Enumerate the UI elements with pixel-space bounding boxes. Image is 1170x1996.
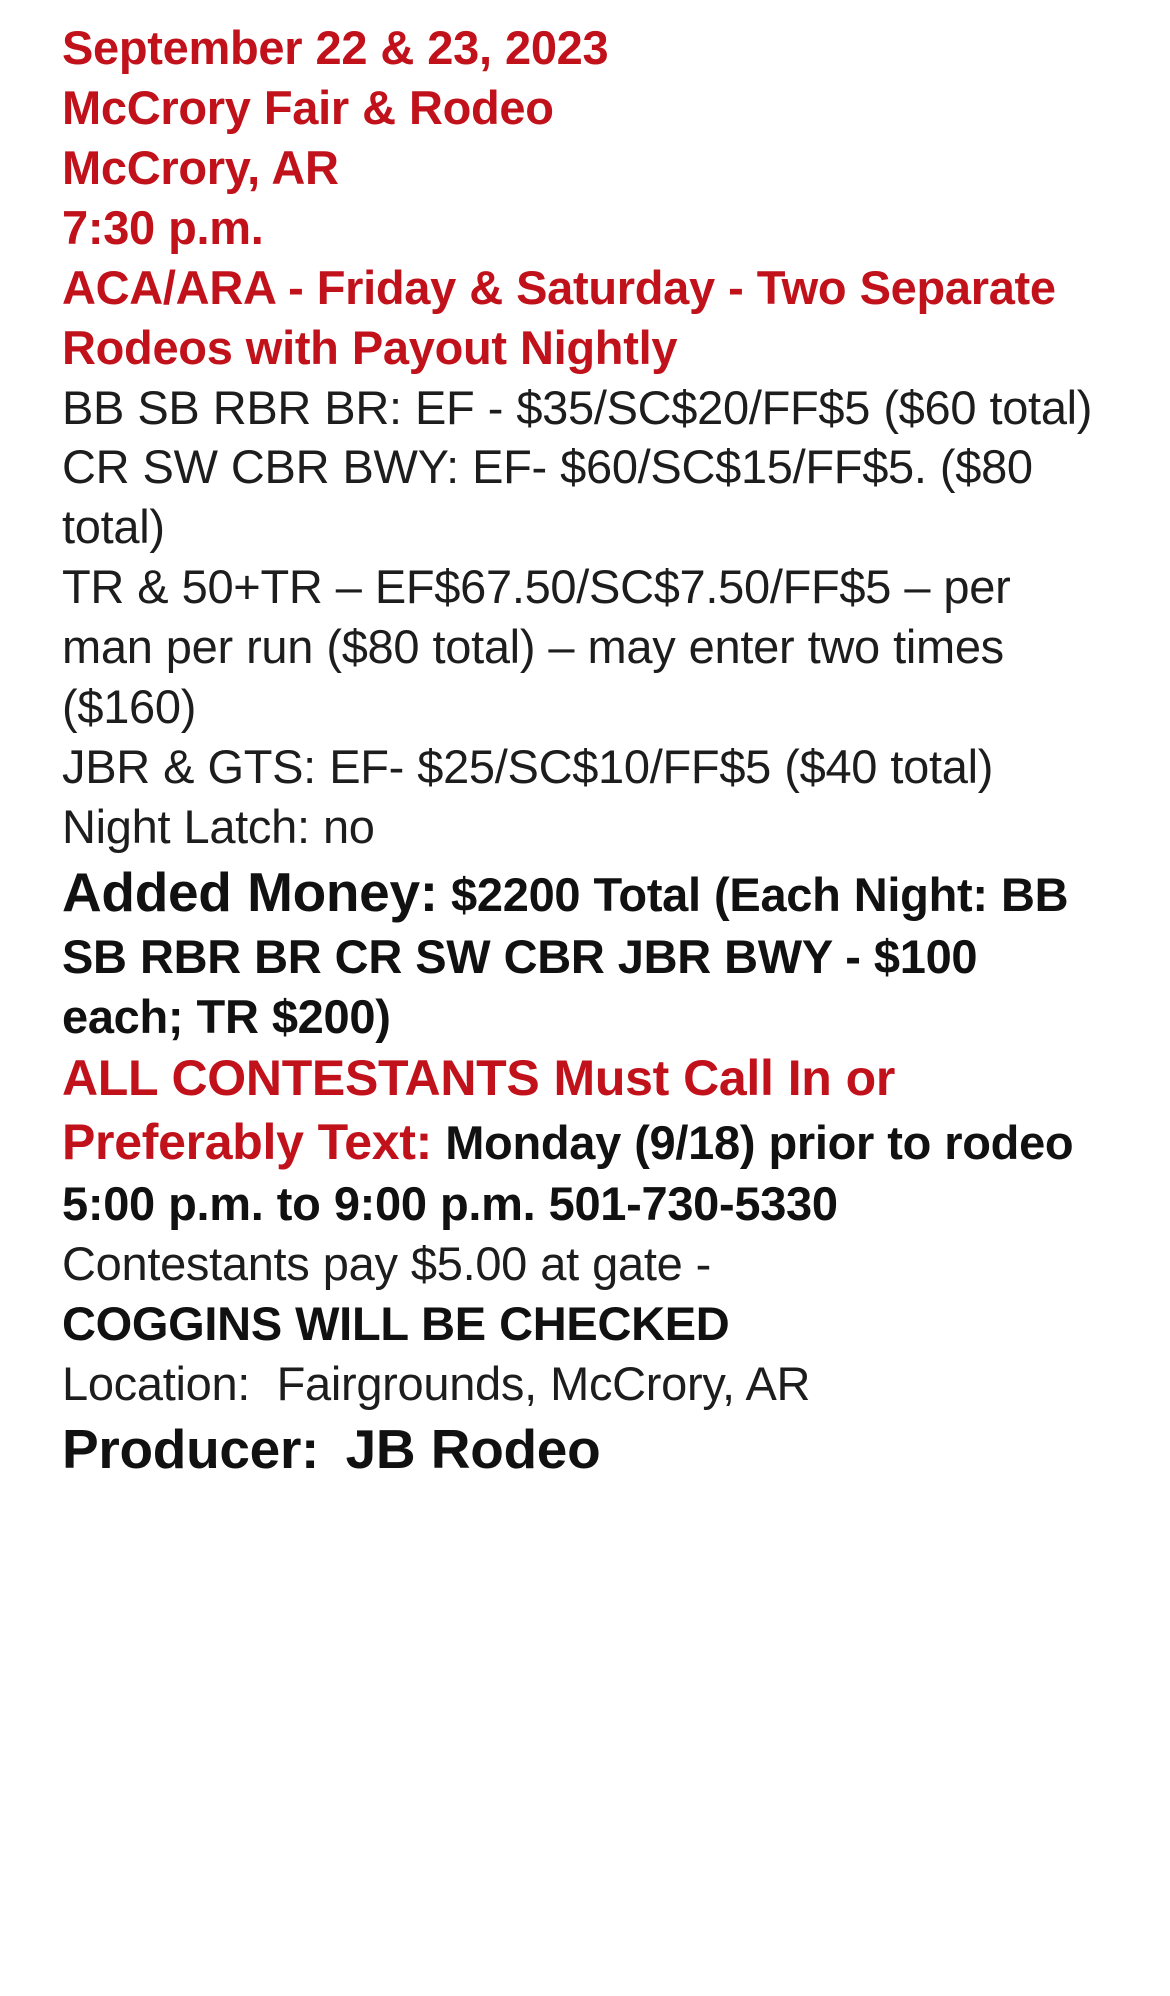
- coggins-notice: COGGINS WILL BE CHECKED: [62, 1297, 730, 1351]
- night-latch-line: Night Latch: no: [62, 799, 375, 853]
- fee-line-cr-sw-cbr-bwy: CR SW CBR BWY: EF- $60/SC$15/FF$5. ($80 total): [62, 440, 1033, 554]
- producer-value: JB Rodeo: [345, 1418, 601, 1481]
- added-money-value: $2200 Total (Each Night: BB SB RBR BR CR SW CBR JBR BWY - $100 each; TR $200): [62, 867, 1069, 1043]
- fee-line-tr: TR & 50+TR – EF$67.50/SC$7.50/FF$5 – per man per run ($80 total) – may enter two times ($160): [62, 560, 1011, 734]
- added-money-label: Added Money:: [62, 860, 438, 923]
- call-in-section: [62, 1047, 1110, 1234]
- sanction-line: ACA/ARA - Friday & Saturday - Two Separate Rodeos with Payout Nightly: [62, 260, 1056, 374]
- call-in-headline: ALL CONTESTANTS Must Call In or Preferably Text:: [62, 1049, 896, 1170]
- event-city: McCrory, AR: [62, 140, 339, 194]
- producer-label: Producer:: [62, 1418, 320, 1481]
- call-in-details: Monday (9/18) prior to rodeo 5:00 p.m. to 9:00 p.m. 501-730-5330: [62, 1115, 1074, 1231]
- fee-line-jbr-gts: JBR & GTS: EF- $25/SC$10/FF$5 ($40 total): [62, 740, 994, 794]
- venue-section: [62, 1354, 1110, 1414]
- producer-section: [62, 1414, 1110, 1484]
- gate-fee-line: Contestants pay $5.00 at gate -: [62, 1237, 712, 1291]
- event-date: September 22 & 23, 2023: [62, 21, 609, 74]
- venue-value: Fairgrounds, McCrory, AR: [276, 1357, 811, 1411]
- added-money-section: [62, 857, 1110, 1047]
- fee-line-bb-sb-rbr-br: BB SB RBR BR: EF - $35/SC$20/FF$5 ($60 total): [62, 380, 1093, 434]
- event-time: 7:30 p.m.: [62, 200, 264, 254]
- event-name: McCrory Fair & Rodeo: [62, 80, 554, 134]
- venue-label: Location:: [62, 1357, 251, 1411]
- document-body: [62, 18, 1110, 1484]
